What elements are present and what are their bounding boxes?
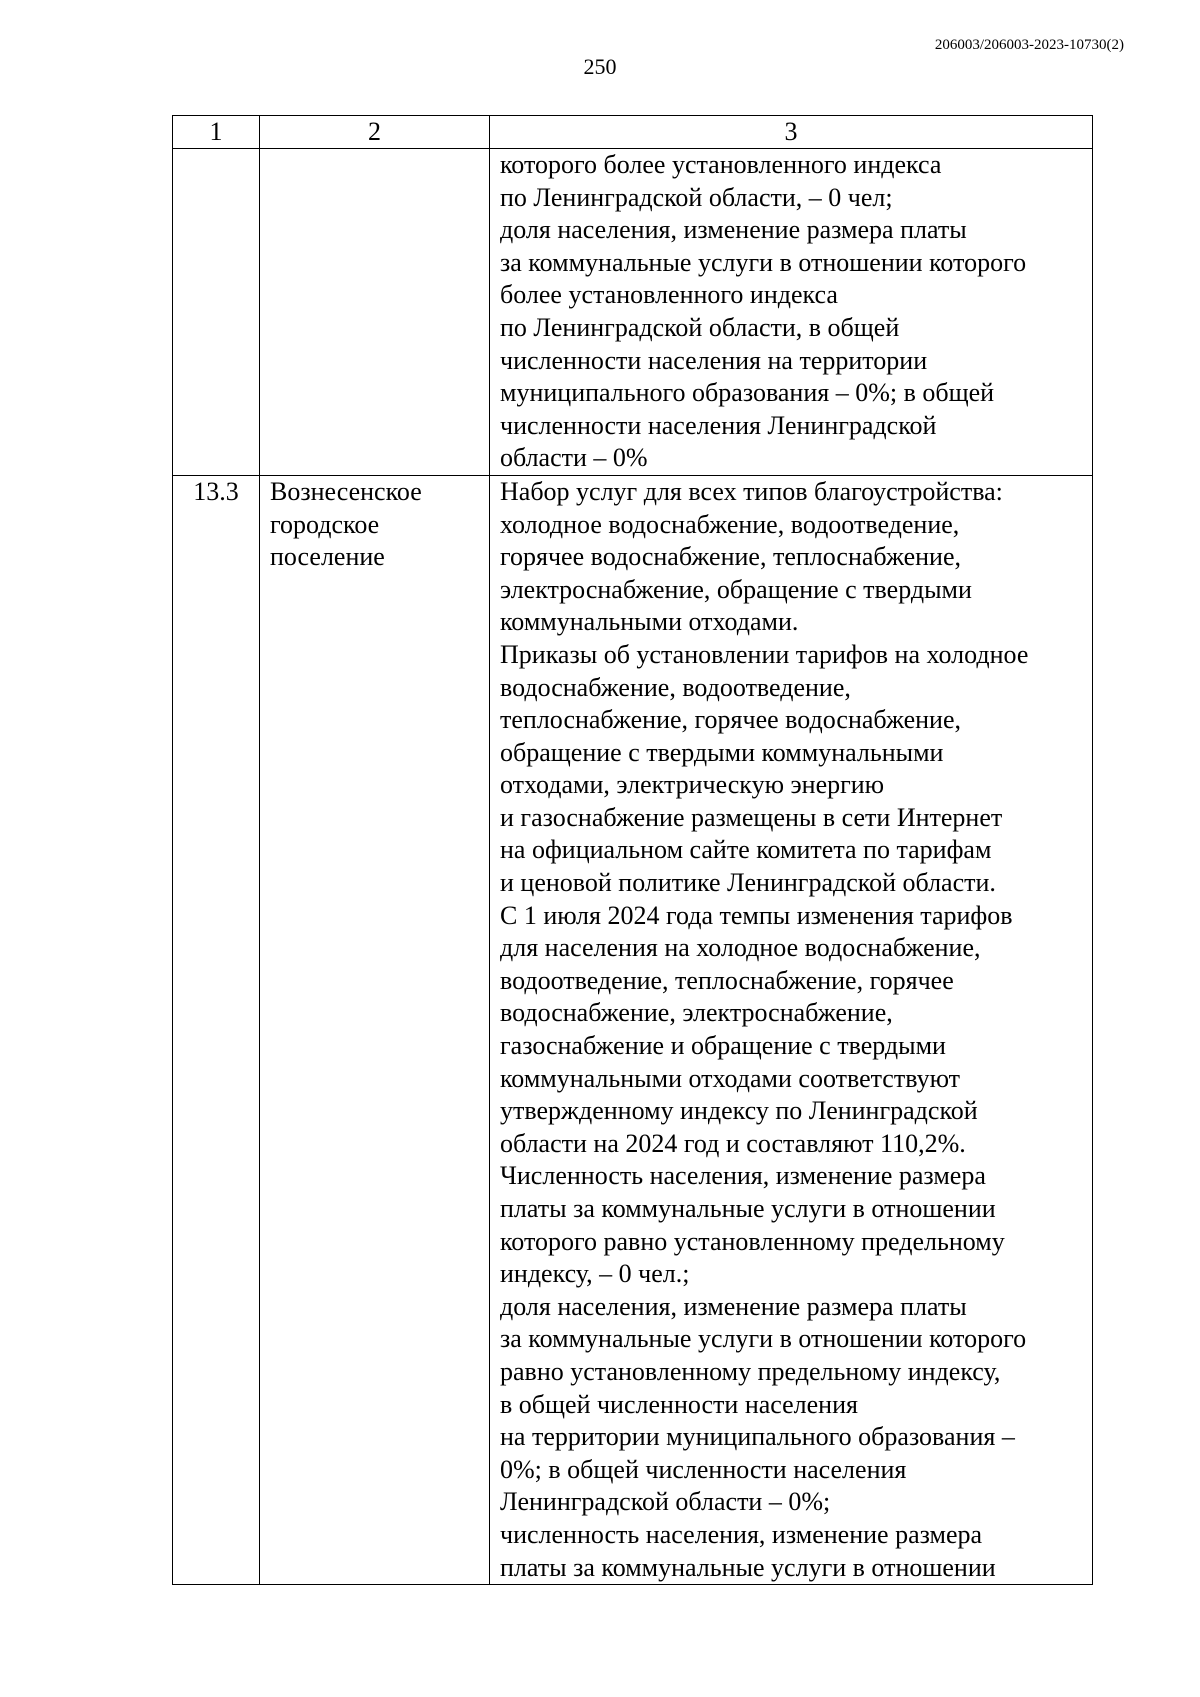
description-line: коммунальными отходами соответствуют: [500, 1063, 961, 1093]
description-line: для населения на холодное водоснабжение,: [500, 933, 981, 963]
description-line: горячее водоснабжение, теплоснабжение,: [500, 542, 962, 572]
document-id: 206003/206003-2023-10730(2): [934, 37, 1124, 53]
column-header-1: 1: [173, 116, 260, 149]
description-line: отходами, электрическую энергию: [500, 770, 885, 800]
table-body: [173, 149, 1093, 1585]
description-line: газоснабжение и обращение с твердыми: [500, 1031, 946, 1061]
description-line: водоснабжение, водоотведение,: [500, 672, 851, 702]
data-table: [172, 115, 1093, 1585]
description-line: области на 2024 год и составляют 110,2%.: [500, 1128, 966, 1158]
description-line: Ленинградской области – 0%;: [500, 1487, 831, 1517]
description-line: за коммунальные услуги в отношении которого: [500, 247, 1027, 277]
column-header-3: 3: [490, 116, 1093, 149]
description-line: холодное водоснабжение, водоотведение,: [500, 509, 960, 539]
description-line: 0%; в общей численности населения: [500, 1454, 907, 1484]
description-line: по Ленинградской области, – 0 чел;: [500, 182, 893, 212]
description-line: равно установленному предельному индексу,: [500, 1356, 1001, 1386]
row-number-cell: 13.3: [173, 475, 260, 1584]
description-line: которого более установленного индекса: [500, 150, 942, 179]
settlement-name-cell: [260, 149, 490, 476]
header-row: [173, 116, 1093, 149]
description-line: обращение с твердыми коммунальными: [500, 737, 944, 767]
description-line: С 1 июля 2024 года темпы изменения тарифов: [500, 900, 1013, 930]
description-line: теплоснабжение, горячее водоснабжение,: [500, 705, 962, 735]
description-line: муниципального образования – 0%; в общей: [500, 378, 995, 408]
description-line: и газоснабжение размещены в сети Интернет: [500, 802, 1003, 832]
description-line: водоотведение, теплоснабжение, горячее: [500, 965, 954, 995]
description-line: численность населения, изменение размера: [500, 1519, 983, 1549]
page-number: 250: [583, 54, 617, 79]
description-line: доля населения, изменение размера платы: [500, 215, 967, 245]
description-cell: [490, 475, 1093, 1584]
description-line: доля населения, изменение размера платы: [500, 1291, 967, 1321]
description-line: платы за коммунальные услуги в отношении: [500, 1552, 996, 1582]
description-line: на официальном сайте комитета по тарифам: [500, 835, 992, 865]
description-line: за коммунальные услуги в отношении которого: [500, 1324, 1027, 1354]
description-line: платы за коммунальные услуги в отношении: [500, 1194, 996, 1223]
description-line: утвержденному индексу по Ленинградской: [500, 1096, 978, 1126]
description-line: водоснабжение, электроснабжение,: [500, 998, 893, 1028]
settlement-name-line: городское: [270, 509, 380, 539]
settlement-name-line: Вознесенское: [270, 476, 422, 506]
description-line: Набор услуг для всех типов благоустройства:: [500, 476, 1003, 506]
description-line: которого равно установленному предельному: [500, 1226, 1005, 1256]
description-line: численности населения на территории: [500, 345, 928, 375]
settlement-name-cell: [260, 475, 490, 1584]
description-line: в общей численности населения: [500, 1389, 858, 1419]
description-line: индексу, – 0 чел.;: [500, 1259, 690, 1289]
description-line: Численность населения, изменение размера: [500, 1161, 986, 1191]
table-row: [173, 475, 1093, 1584]
description-line: более установленного индекса: [500, 280, 838, 310]
description-line: Приказы об установлении тарифов на холодное: [500, 639, 1029, 669]
column-header-2: 2: [260, 116, 490, 149]
description-line: области – 0%: [500, 443, 648, 473]
table-row: [173, 149, 1093, 476]
description-line: на территории муниципального образования –: [500, 1422, 1015, 1452]
description-line: по Ленинградской области, в общей: [500, 312, 900, 342]
description-line: численности населения Ленинградской: [500, 410, 937, 440]
description-line: коммунальными отходами.: [500, 607, 799, 637]
row-number-cell: [173, 149, 260, 476]
description-line: электроснабжение, обращение с твердыми: [500, 574, 972, 604]
description-line: и ценовой политике Ленинградской области.: [500, 868, 996, 898]
table-header: [173, 116, 1093, 149]
description-cell: [490, 149, 1093, 476]
settlement-name-line: поселение: [270, 542, 385, 572]
